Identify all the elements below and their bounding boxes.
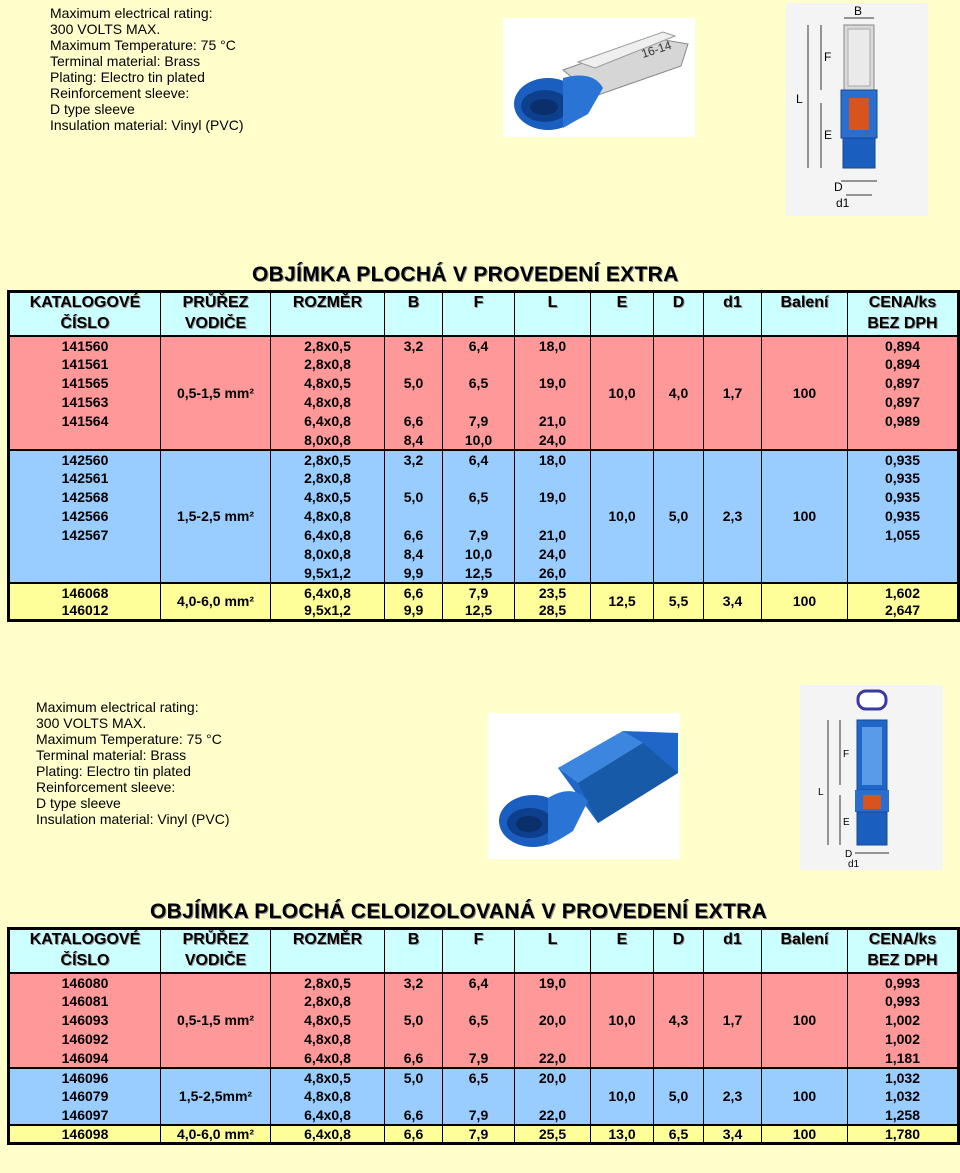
catalog-number xyxy=(9,431,161,450)
spec-line: Reinforcement sleeve: xyxy=(50,85,190,101)
catalog-number: 146080 xyxy=(9,973,161,992)
price: 1,780 xyxy=(848,1125,959,1144)
dimension-drawing-1 xyxy=(786,3,928,216)
header-katalog: ČÍSLO xyxy=(9,951,161,973)
dim-d: 4,0 xyxy=(654,336,704,450)
header-cena: CENA/ks xyxy=(848,929,959,951)
dim-f: 6,4 xyxy=(443,336,515,355)
dim-d1: 2,3 xyxy=(704,1068,762,1125)
dim-label-f: F xyxy=(843,749,850,760)
section-title-2: OBJÍMKA PLOCHÁ CELOIZOLOVANÁ V PROVEDENÍ EXTRA xyxy=(150,900,768,923)
price: 0,894 xyxy=(848,336,959,355)
dim-label-e: E xyxy=(843,817,850,828)
header-rozmer: ROZMĚR xyxy=(271,292,385,314)
dim-b: 9,9 xyxy=(385,564,443,583)
dim-b xyxy=(385,992,443,1011)
dim-d1: 3,4 xyxy=(704,583,762,621)
header-cena: BEZ DPH xyxy=(848,314,959,336)
dim-l xyxy=(515,1030,591,1049)
package-qty: 100 xyxy=(762,1125,848,1144)
catalog-number: 142567 xyxy=(9,526,161,545)
spec-line: Maximum electrical rating: xyxy=(36,699,199,715)
dim-l: 20,0 xyxy=(515,1011,591,1030)
header-cell xyxy=(654,314,704,336)
catalog-number: 142566 xyxy=(9,507,161,526)
table-header-row xyxy=(9,929,959,951)
dim-f: 10,0 xyxy=(443,545,515,564)
header-katalog: ČÍSLO xyxy=(9,314,161,336)
dim-d1: 1,7 xyxy=(704,973,762,1068)
price: 1,055 xyxy=(848,526,959,545)
header-rozmer: ROZMĚR xyxy=(271,929,385,951)
catalog-number: 146068 xyxy=(9,583,161,602)
package-qty: 100 xyxy=(762,1068,848,1125)
size: 6,4x0,8 xyxy=(271,412,385,431)
header-prurez: PRŮŘEZ xyxy=(161,292,271,314)
spec-line: Terminal material: Brass xyxy=(36,747,187,763)
price: 0,993 xyxy=(848,992,959,1011)
header-prurez: PRŮŘEZ xyxy=(161,929,271,951)
dim-l: 21,0 xyxy=(515,526,591,545)
table-row xyxy=(9,973,959,992)
dim-f xyxy=(443,992,515,1011)
dim-b xyxy=(385,1030,443,1049)
dim-b: 6,6 xyxy=(385,1049,443,1068)
dim-l xyxy=(515,992,591,1011)
dim-l xyxy=(515,469,591,488)
header-cell xyxy=(385,314,443,336)
header-b: B xyxy=(385,929,443,951)
size: 4,8x0,5 xyxy=(271,1068,385,1087)
size: 4,8x0,8 xyxy=(271,507,385,526)
dim-b: 5,0 xyxy=(385,374,443,393)
table-header-row xyxy=(9,951,959,973)
catalog-number: 142561 xyxy=(9,469,161,488)
size: 4,8x0,5 xyxy=(271,488,385,507)
size: 4,8x0,5 xyxy=(271,374,385,393)
dim-l: 18,0 xyxy=(515,450,591,469)
dim-f xyxy=(443,355,515,374)
dim-l: 26,0 xyxy=(515,564,591,583)
table-row xyxy=(9,1068,959,1087)
dim-label-d1: d1 xyxy=(836,196,850,210)
header-l: L xyxy=(515,929,591,951)
dim-f: 7,9 xyxy=(443,1049,515,1068)
header-cena: BEZ DPH xyxy=(848,951,959,973)
catalog-number: 146079 xyxy=(9,1087,161,1106)
catalog-number: 146012 xyxy=(9,602,161,621)
dim-d1: 1,7 xyxy=(704,336,762,450)
header-cell xyxy=(515,951,591,973)
wire-cross-section: 0,5-1,5 mm² xyxy=(161,336,271,450)
dim-l: 19,0 xyxy=(515,374,591,393)
price: 1,002 xyxy=(848,1011,959,1030)
header-cena: CENA/ks xyxy=(848,292,959,314)
dim-l xyxy=(515,355,591,374)
dim-f xyxy=(443,393,515,412)
dim-l: 25,5 xyxy=(515,1125,591,1144)
spec-line: 300 VOLTS MAX. xyxy=(50,21,161,37)
header-d: D xyxy=(654,292,704,314)
spec-line: Plating: Electro tin plated xyxy=(36,763,191,779)
spec-line: Reinforcement sleeve: xyxy=(36,779,176,795)
dim-l: 20,0 xyxy=(515,1068,591,1087)
dim-e: 10,0 xyxy=(591,336,654,450)
price: 2,647 xyxy=(848,602,959,621)
size: 2,8x0,5 xyxy=(271,450,385,469)
catalog-number: 146093 xyxy=(9,1011,161,1030)
spec-line: Maximum Temperature: 75 °C xyxy=(50,37,236,53)
header-cell xyxy=(385,951,443,973)
size: 4,8x0,5 xyxy=(271,1011,385,1030)
dim-b: 5,0 xyxy=(385,1011,443,1030)
package-qty: 100 xyxy=(762,973,848,1068)
table-row xyxy=(9,1125,959,1144)
spec-line: Insulation material: Vinyl (PVC) xyxy=(36,811,230,827)
dim-b xyxy=(385,507,443,526)
dim-b xyxy=(385,1087,443,1106)
terminal-photo-2 xyxy=(488,713,680,859)
price xyxy=(848,545,959,564)
header-cell xyxy=(762,314,848,336)
size: 6,4x0,8 xyxy=(271,1049,385,1068)
size: 8,0x0,8 xyxy=(271,431,385,450)
dim-l: 24,0 xyxy=(515,431,591,450)
dim-f: 7,9 xyxy=(443,1125,515,1144)
catalog-number: 146096 xyxy=(9,1068,161,1087)
terminal-photo-1 xyxy=(503,18,695,137)
dim-f xyxy=(443,1030,515,1049)
dim-b: 9,9 xyxy=(385,602,443,621)
dim-d: 4,3 xyxy=(654,973,704,1068)
dim-f: 6,4 xyxy=(443,973,515,992)
dim-f: 7,9 xyxy=(443,526,515,545)
dim-f: 6,5 xyxy=(443,1011,515,1030)
header-cell xyxy=(654,951,704,973)
header-cell xyxy=(591,314,654,336)
price: 1,258 xyxy=(848,1106,959,1125)
catalog-number: 146098 xyxy=(9,1125,161,1144)
dim-f: 6,5 xyxy=(443,374,515,393)
price: 0,935 xyxy=(848,507,959,526)
section-title-1: OBJÍMKA PLOCHÁ V PROVEDENÍ EXTRA xyxy=(252,263,679,286)
table-row xyxy=(9,583,959,602)
table-row xyxy=(9,336,959,355)
catalog-number: 146092 xyxy=(9,1030,161,1049)
size: 8,0x0,8 xyxy=(271,545,385,564)
dim-b xyxy=(385,393,443,412)
catalog-number: 146097 xyxy=(9,1106,161,1125)
spec-list-2 xyxy=(36,699,229,827)
price: 0,935 xyxy=(848,469,959,488)
dim-l xyxy=(515,393,591,412)
spec-list-1 xyxy=(50,5,243,133)
dim-f xyxy=(443,507,515,526)
dim-l: 28,5 xyxy=(515,602,591,621)
header-katalog: KATALOGOVÉ xyxy=(9,292,161,314)
dim-f: 7,9 xyxy=(443,1106,515,1125)
header-baleni: Balení xyxy=(762,929,848,951)
spec-line: Insulation material: Vinyl (PVC) xyxy=(50,117,244,133)
dim-b: 3,2 xyxy=(385,973,443,992)
dim-d1: 3,4 xyxy=(704,1125,762,1144)
header-katalog: KATALOGOVÉ xyxy=(9,929,161,951)
dim-l: 18,0 xyxy=(515,336,591,355)
dim-b: 6,6 xyxy=(385,412,443,431)
dim-b: 3,2 xyxy=(385,450,443,469)
header-e: E xyxy=(591,292,654,314)
wire-cross-section: 1,5-2,5 mm² xyxy=(161,450,271,583)
header-e: E xyxy=(591,929,654,951)
wire-cross-section: 4,0-6,0 mm² xyxy=(161,583,271,621)
header-d1: d1 xyxy=(704,292,762,314)
header-baleni: Balení xyxy=(762,292,848,314)
dim-f: 12,5 xyxy=(443,564,515,583)
table-row xyxy=(9,450,959,469)
dim-e: 10,0 xyxy=(591,450,654,583)
dim-l: 19,0 xyxy=(515,488,591,507)
dim-b: 5,0 xyxy=(385,1068,443,1087)
dim-e: 12,5 xyxy=(591,583,654,621)
catalog-number: 141564 xyxy=(9,412,161,431)
header-cell xyxy=(271,951,385,973)
price: 1,002 xyxy=(848,1030,959,1049)
header-cell xyxy=(762,951,848,973)
size: 2,8x0,5 xyxy=(271,973,385,992)
size: 4,8x0,8 xyxy=(271,1030,385,1049)
dim-d: 5,0 xyxy=(654,1068,704,1125)
header-cell xyxy=(515,314,591,336)
catalog-number: 142560 xyxy=(9,450,161,469)
price: 1,602 xyxy=(848,583,959,602)
dim-l: 19,0 xyxy=(515,973,591,992)
catalog-number: 141563 xyxy=(9,393,161,412)
dim-f: 6,5 xyxy=(443,1068,515,1087)
dim-label-d: D xyxy=(834,180,843,194)
spec-line: Maximum electrical rating: xyxy=(50,5,213,21)
size: 2,8x0,5 xyxy=(271,336,385,355)
dim-label-l: L xyxy=(818,787,824,798)
dim-f: 7,9 xyxy=(443,583,515,602)
size: 4,8x0,8 xyxy=(271,1087,385,1106)
wire-cross-section: 1,5-2,5mm² xyxy=(161,1068,271,1125)
catalog-number: 141565 xyxy=(9,374,161,393)
dim-b: 6,6 xyxy=(385,1106,443,1125)
price: 0,935 xyxy=(848,450,959,469)
header-cell xyxy=(271,314,385,336)
dim-f xyxy=(443,1087,515,1106)
catalog-number: 146081 xyxy=(9,992,161,1011)
dim-d: 6,5 xyxy=(654,1125,704,1144)
dim-b: 6,6 xyxy=(385,526,443,545)
table-header-row xyxy=(9,314,959,336)
price xyxy=(848,564,959,583)
dim-b xyxy=(385,469,443,488)
package-qty: 100 xyxy=(762,450,848,583)
dim-e: 10,0 xyxy=(591,1068,654,1125)
package-qty: 100 xyxy=(762,583,848,621)
dim-b: 8,4 xyxy=(385,545,443,564)
size: 4,8x0,8 xyxy=(271,393,385,412)
dim-l: 23,5 xyxy=(515,583,591,602)
spec-line: D type sleeve xyxy=(50,101,135,117)
size: 9,5x1,2 xyxy=(271,564,385,583)
dim-label-b: B xyxy=(854,4,863,18)
dim-f: 10,0 xyxy=(443,431,515,450)
dim-label-f: F xyxy=(824,50,832,64)
header-d: D xyxy=(654,929,704,951)
dim-f: 7,9 xyxy=(443,412,515,431)
dim-b xyxy=(385,355,443,374)
size: 2,8x0,8 xyxy=(271,469,385,488)
catalog-number: 141561 xyxy=(9,355,161,374)
dim-d1: 2,3 xyxy=(704,450,762,583)
size: 2,8x0,8 xyxy=(271,355,385,374)
header-f: F xyxy=(443,292,515,314)
catalog-number xyxy=(9,545,161,564)
product-table-2 xyxy=(7,927,960,1145)
header-cell xyxy=(591,951,654,973)
price: 0,935 xyxy=(848,488,959,507)
dim-f: 6,5 xyxy=(443,488,515,507)
price: 1,032 xyxy=(848,1087,959,1106)
dim-b: 3,2 xyxy=(385,336,443,355)
size: 6,4x0,8 xyxy=(271,583,385,602)
catalog-number: 142568 xyxy=(9,488,161,507)
spec-line: Maximum Temperature: 75 °C xyxy=(36,731,222,747)
dim-f: 12,5 xyxy=(443,602,515,621)
catalog-number: 146094 xyxy=(9,1049,161,1068)
size: 9,5x1,2 xyxy=(271,602,385,621)
header-cell xyxy=(443,314,515,336)
package-qty: 100 xyxy=(762,336,848,450)
dim-d: 5,5 xyxy=(654,583,704,621)
catalog-number: 141560 xyxy=(9,336,161,355)
dim-label-d: D xyxy=(845,849,853,860)
header-cell xyxy=(443,951,515,973)
price xyxy=(848,431,959,450)
price: 0,989 xyxy=(848,412,959,431)
catalog-number xyxy=(9,564,161,583)
spec-line: Plating: Electro tin plated xyxy=(50,69,205,85)
dim-l: 22,0 xyxy=(515,1049,591,1068)
wire-cross-section: 4,0-6,0 mm² xyxy=(161,1125,271,1144)
dimension-drawing-2 xyxy=(800,685,943,870)
price: 1,181 xyxy=(848,1049,959,1068)
price: 0,993 xyxy=(848,973,959,992)
dim-f xyxy=(443,469,515,488)
spec-line: Terminal material: Brass xyxy=(50,53,201,69)
dim-l: 24,0 xyxy=(515,545,591,564)
size: 6,4x0,8 xyxy=(271,526,385,545)
header-b: B xyxy=(385,292,443,314)
header-cell xyxy=(704,314,762,336)
price: 0,897 xyxy=(848,374,959,393)
size: 6,4x0,8 xyxy=(271,1125,385,1144)
dim-e: 13,0 xyxy=(591,1125,654,1144)
table-header-row xyxy=(9,292,959,314)
dim-b: 5,0 xyxy=(385,488,443,507)
dim-b: 6,6 xyxy=(385,583,443,602)
header-prurez: VODIČE xyxy=(161,951,271,973)
size: 6,4x0,8 xyxy=(271,1106,385,1125)
dim-b: 6,6 xyxy=(385,1125,443,1144)
header-prurez: VODIČE xyxy=(161,314,271,336)
dim-d: 5,0 xyxy=(654,450,704,583)
price: 1,032 xyxy=(848,1068,959,1087)
spec-line: 300 VOLTS MAX. xyxy=(36,715,147,731)
marking-text: 16-14 xyxy=(639,38,674,61)
dim-l: 22,0 xyxy=(515,1106,591,1125)
size: 2,8x0,8 xyxy=(271,992,385,1011)
header-f: F xyxy=(443,929,515,951)
dim-label-l: L xyxy=(796,92,803,106)
price: 0,897 xyxy=(848,393,959,412)
price: 0,894 xyxy=(848,355,959,374)
dim-label-e: E xyxy=(824,128,833,142)
product-table-1 xyxy=(7,290,960,622)
header-cell xyxy=(704,951,762,973)
dim-l xyxy=(515,1087,591,1106)
dim-label-d1: d1 xyxy=(848,859,860,870)
spec-line: D type sleeve xyxy=(36,795,121,811)
dim-b: 8,4 xyxy=(385,431,443,450)
header-l: L xyxy=(515,292,591,314)
dim-l xyxy=(515,507,591,526)
wire-cross-section: 0,5-1,5 mm² xyxy=(161,973,271,1068)
header-d1: d1 xyxy=(704,929,762,951)
dim-f: 6,4 xyxy=(443,450,515,469)
dim-e: 10,0 xyxy=(591,973,654,1068)
dim-l: 21,0 xyxy=(515,412,591,431)
